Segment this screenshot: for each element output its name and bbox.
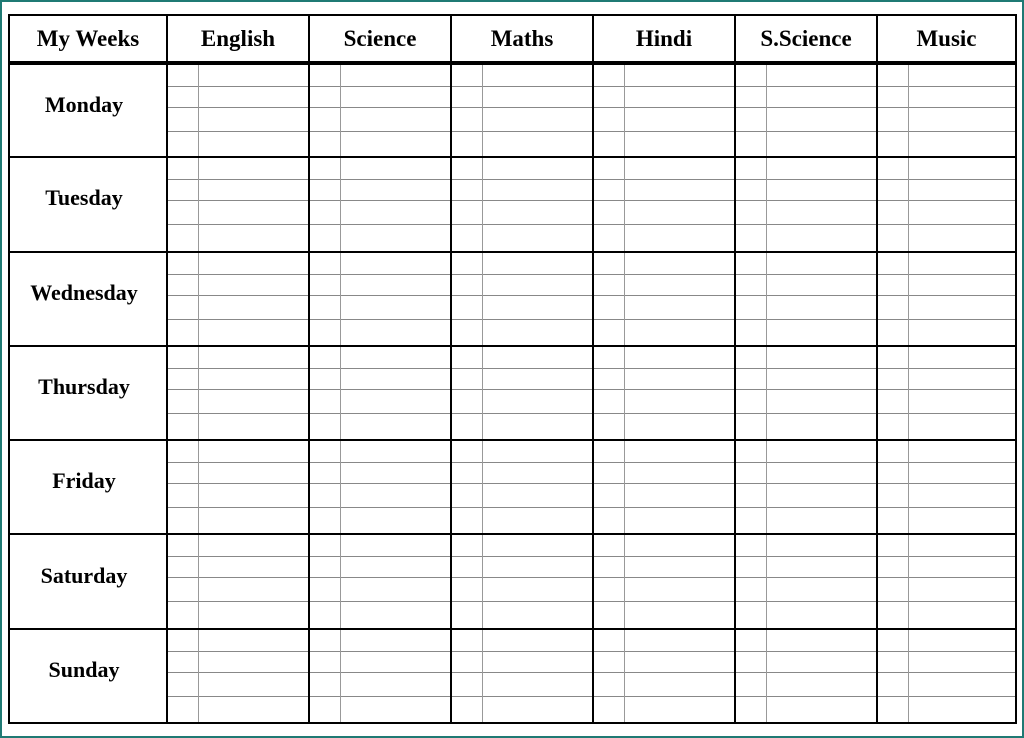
ruled-lines <box>878 253 1015 345</box>
ruled-line <box>310 483 450 484</box>
ruled-lines <box>310 630 450 722</box>
slot-thursday-maths[interactable] <box>451 346 593 440</box>
slot-wednesday-english[interactable] <box>167 252 309 346</box>
ruled-line <box>878 389 1015 390</box>
ruled-line <box>736 389 876 390</box>
slot-thursday-english[interactable] <box>167 346 309 440</box>
ruled-line <box>594 651 734 652</box>
ruled-line <box>594 274 734 275</box>
slot-friday-english[interactable] <box>167 440 309 534</box>
day-row-monday <box>9 63 1016 157</box>
ruled-line <box>452 507 592 508</box>
ruled-lines <box>310 535 450 627</box>
ruled-line <box>310 224 450 225</box>
ruled-lines <box>594 253 734 345</box>
day-label: Saturday <box>40 562 128 588</box>
margin-line <box>482 630 483 722</box>
day-row-wednesday <box>9 252 1016 346</box>
ruled-line <box>878 368 1015 369</box>
ruled-line <box>594 179 734 180</box>
margin-line <box>624 158 625 250</box>
margin-line <box>766 630 767 722</box>
margin-line <box>908 347 909 439</box>
ruled-line <box>878 483 1015 484</box>
day-label-cell <box>9 252 167 346</box>
slot-saturday-english[interactable] <box>167 534 309 628</box>
slot-sunday-s-science[interactable] <box>735 629 877 723</box>
subject-header-hindi: Hindi <box>593 15 735 63</box>
ruled-lines <box>168 441 308 533</box>
ruled-line <box>878 319 1015 320</box>
day-label: Wednesday <box>30 279 138 305</box>
slot-monday-maths[interactable] <box>451 63 593 157</box>
day-label-cell <box>9 63 167 157</box>
ruled-line <box>594 224 734 225</box>
day-label: Sunday <box>48 656 120 682</box>
ruled-line <box>310 462 450 463</box>
ruled-lines <box>168 347 308 439</box>
ruled-line <box>310 696 450 697</box>
ruled-line <box>310 389 450 390</box>
ruled-line <box>594 389 734 390</box>
ruled-line <box>168 319 308 320</box>
ruled-line <box>452 672 592 673</box>
ruled-lines <box>452 253 592 345</box>
slot-tuesday-hindi[interactable] <box>593 157 735 251</box>
margin-line <box>198 158 199 250</box>
slot-thursday-science[interactable] <box>309 346 451 440</box>
ruled-line <box>736 131 876 132</box>
ruled-line <box>736 368 876 369</box>
slot-saturday-s-science[interactable] <box>735 534 877 628</box>
ruled-line <box>452 462 592 463</box>
corner-header: My Weeks <box>9 15 167 63</box>
ruled-line <box>168 507 308 508</box>
ruled-lines <box>878 65 1015 156</box>
weekly-timetable <box>8 14 1017 724</box>
ruled-line <box>310 672 450 673</box>
margin-line <box>766 253 767 345</box>
day-row-sunday <box>9 629 1016 723</box>
ruled-line <box>736 696 876 697</box>
ruled-line <box>310 556 450 557</box>
ruled-line <box>452 179 592 180</box>
slot-saturday-science[interactable] <box>309 534 451 628</box>
ruled-line <box>594 672 734 673</box>
margin-line <box>908 158 909 250</box>
ruled-lines <box>310 65 450 156</box>
ruled-lines <box>168 65 308 156</box>
ruled-lines <box>452 535 592 627</box>
ruled-line <box>594 319 734 320</box>
ruled-line <box>452 295 592 296</box>
margin-line <box>482 253 483 345</box>
margin-line <box>624 630 625 722</box>
ruled-line <box>168 651 308 652</box>
ruled-line <box>452 389 592 390</box>
day-row-thursday <box>9 346 1016 440</box>
ruled-line <box>736 179 876 180</box>
slot-friday-hindi[interactable] <box>593 440 735 534</box>
margin-line <box>908 441 909 533</box>
margin-line <box>340 253 341 345</box>
ruled-line <box>452 483 592 484</box>
margin-line <box>482 441 483 533</box>
slot-wednesday-science[interactable] <box>309 252 451 346</box>
ruled-line <box>594 295 734 296</box>
ruled-line <box>594 483 734 484</box>
ruled-line <box>452 556 592 557</box>
ruled-line <box>310 601 450 602</box>
ruled-line <box>594 107 734 108</box>
header-row <box>9 15 1016 63</box>
margin-line <box>908 535 909 627</box>
ruled-lines <box>736 535 876 627</box>
ruled-line <box>168 696 308 697</box>
ruled-line <box>736 413 876 414</box>
ruled-lines <box>878 630 1015 722</box>
ruled-line <box>168 577 308 578</box>
margin-line <box>198 630 199 722</box>
margin-line <box>766 65 767 156</box>
margin-line <box>482 158 483 250</box>
slot-tuesday-s-science[interactable] <box>735 157 877 251</box>
ruled-lines <box>736 158 876 250</box>
margin-line <box>624 65 625 156</box>
ruled-line <box>878 295 1015 296</box>
day-row-friday <box>9 440 1016 534</box>
ruled-line <box>310 274 450 275</box>
margin-line <box>198 441 199 533</box>
ruled-line <box>878 651 1015 652</box>
margin-line <box>766 158 767 250</box>
margin-line <box>766 347 767 439</box>
ruled-line <box>452 274 592 275</box>
margin-line <box>340 535 341 627</box>
margin-line <box>340 158 341 250</box>
margin-line <box>198 65 199 156</box>
slot-thursday-music[interactable] <box>877 346 1016 440</box>
ruled-line <box>878 274 1015 275</box>
ruled-line <box>452 86 592 87</box>
margin-line <box>766 535 767 627</box>
ruled-lines <box>168 630 308 722</box>
ruled-lines <box>310 441 450 533</box>
ruled-line <box>168 200 308 201</box>
ruled-lines <box>168 535 308 627</box>
ruled-line <box>594 601 734 602</box>
margin-line <box>482 535 483 627</box>
margin-line <box>624 347 625 439</box>
margin-line <box>624 535 625 627</box>
day-label: Friday <box>52 468 116 494</box>
ruled-lines <box>736 253 876 345</box>
slot-friday-maths[interactable] <box>451 440 593 534</box>
ruled-lines <box>452 65 592 156</box>
slot-friday-science[interactable] <box>309 440 451 534</box>
ruled-line <box>736 200 876 201</box>
ruled-line <box>452 224 592 225</box>
day-row-saturday <box>9 534 1016 628</box>
ruled-line <box>310 200 450 201</box>
ruled-line <box>452 131 592 132</box>
ruled-line <box>168 413 308 414</box>
ruled-line <box>168 389 308 390</box>
ruled-line <box>878 131 1015 132</box>
margin-line <box>908 630 909 722</box>
ruled-line <box>594 462 734 463</box>
margin-line <box>624 253 625 345</box>
slot-wednesday-s-science[interactable] <box>735 252 877 346</box>
ruled-line <box>168 483 308 484</box>
ruled-line <box>878 577 1015 578</box>
ruled-lines <box>452 158 592 250</box>
margin-line <box>340 441 341 533</box>
slot-tuesday-maths[interactable] <box>451 157 593 251</box>
ruled-line <box>736 483 876 484</box>
subject-header-music: Music <box>877 15 1016 63</box>
ruled-lines <box>594 65 734 156</box>
ruled-lines <box>736 441 876 533</box>
ruled-line <box>452 601 592 602</box>
ruled-line <box>736 507 876 508</box>
slot-monday-music[interactable] <box>877 63 1016 157</box>
ruled-line <box>310 295 450 296</box>
ruled-line <box>452 696 592 697</box>
ruled-line <box>168 556 308 557</box>
ruled-line <box>736 672 876 673</box>
ruled-line <box>452 200 592 201</box>
ruled-line <box>310 179 450 180</box>
ruled-line <box>168 368 308 369</box>
ruled-line <box>736 601 876 602</box>
weekly-timetable-sheet <box>8 14 1015 724</box>
ruled-line <box>736 462 876 463</box>
ruled-line <box>594 413 734 414</box>
ruled-line <box>452 413 592 414</box>
slot-sunday-english[interactable] <box>167 629 309 723</box>
ruled-line <box>310 368 450 369</box>
ruled-lines <box>452 630 592 722</box>
ruled-lines <box>594 347 734 439</box>
day-label-cell <box>9 440 167 534</box>
slot-sunday-hindi[interactable] <box>593 629 735 723</box>
ruled-line <box>878 413 1015 414</box>
slot-sunday-music[interactable] <box>877 629 1016 723</box>
ruled-lines <box>736 630 876 722</box>
slot-monday-hindi[interactable] <box>593 63 735 157</box>
ruled-line <box>594 696 734 697</box>
slot-saturday-maths[interactable] <box>451 534 593 628</box>
ruled-lines <box>878 441 1015 533</box>
slot-thursday-hindi[interactable] <box>593 346 735 440</box>
slot-sunday-science[interactable] <box>309 629 451 723</box>
margin-line <box>198 347 199 439</box>
ruled-line <box>878 601 1015 602</box>
ruled-line <box>310 507 450 508</box>
margin-line <box>340 65 341 156</box>
ruled-line <box>736 107 876 108</box>
margin-line <box>198 535 199 627</box>
ruled-line <box>736 556 876 557</box>
ruled-line <box>736 319 876 320</box>
ruled-lines <box>310 158 450 250</box>
ruled-line <box>310 577 450 578</box>
ruled-line <box>168 224 308 225</box>
ruled-line <box>736 86 876 87</box>
ruled-line <box>878 507 1015 508</box>
ruled-line <box>736 274 876 275</box>
slot-monday-s-science[interactable] <box>735 63 877 157</box>
ruled-line <box>168 179 308 180</box>
ruled-line <box>594 556 734 557</box>
day-label: Thursday <box>38 373 130 399</box>
ruled-line <box>452 107 592 108</box>
ruled-line <box>452 368 592 369</box>
ruled-lines <box>878 535 1015 627</box>
ruled-line <box>168 295 308 296</box>
slot-friday-music[interactable] <box>877 440 1016 534</box>
ruled-line <box>878 107 1015 108</box>
ruled-line <box>452 577 592 578</box>
ruled-lines <box>452 441 592 533</box>
margin-line <box>624 441 625 533</box>
ruled-line <box>310 651 450 652</box>
margin-line <box>766 441 767 533</box>
ruled-line <box>878 696 1015 697</box>
ruled-line <box>168 131 308 132</box>
subject-header-maths: Maths <box>451 15 593 63</box>
ruled-line <box>878 86 1015 87</box>
slot-tuesday-music[interactable] <box>877 157 1016 251</box>
margin-line <box>482 65 483 156</box>
slot-thursday-s-science[interactable] <box>735 346 877 440</box>
day-label-cell <box>9 534 167 628</box>
ruled-line <box>878 179 1015 180</box>
ruled-line <box>878 200 1015 201</box>
ruled-line <box>168 462 308 463</box>
ruled-line <box>594 507 734 508</box>
ruled-line <box>310 413 450 414</box>
margin-line <box>340 347 341 439</box>
day-label: Tuesday <box>45 185 123 211</box>
ruled-line <box>452 319 592 320</box>
ruled-line <box>878 556 1015 557</box>
slot-wednesday-music[interactable] <box>877 252 1016 346</box>
margin-line <box>908 65 909 156</box>
ruled-line <box>168 86 308 87</box>
ruled-line <box>168 601 308 602</box>
ruled-lines <box>736 347 876 439</box>
day-label: Monday <box>44 91 124 117</box>
ruled-lines <box>878 158 1015 250</box>
slot-friday-s-science[interactable] <box>735 440 877 534</box>
subject-header-english: English <box>167 15 309 63</box>
slot-monday-english[interactable] <box>167 63 309 157</box>
ruled-line <box>594 131 734 132</box>
margin-line <box>908 253 909 345</box>
slot-tuesday-science[interactable] <box>309 157 451 251</box>
margin-line <box>198 253 199 345</box>
ruled-lines <box>878 347 1015 439</box>
ruled-lines <box>310 347 450 439</box>
slot-wednesday-maths[interactable] <box>451 252 593 346</box>
ruled-lines <box>736 65 876 156</box>
ruled-lines <box>594 630 734 722</box>
ruled-lines <box>594 535 734 627</box>
slot-wednesday-hindi[interactable] <box>593 252 735 346</box>
ruled-line <box>452 651 592 652</box>
ruled-lines <box>594 441 734 533</box>
ruled-lines <box>168 158 308 250</box>
ruled-lines <box>594 158 734 250</box>
subject-header-s-science: S.Science <box>735 15 877 63</box>
ruled-line <box>878 224 1015 225</box>
ruled-lines <box>452 347 592 439</box>
ruled-line <box>878 462 1015 463</box>
day-row-tuesday <box>9 157 1016 251</box>
ruled-line <box>736 577 876 578</box>
margin-line <box>340 630 341 722</box>
day-label-cell <box>9 629 167 723</box>
ruled-line <box>168 107 308 108</box>
ruled-lines <box>310 253 450 345</box>
ruled-line <box>878 672 1015 673</box>
ruled-line <box>594 577 734 578</box>
ruled-line <box>310 86 450 87</box>
ruled-line <box>310 131 450 132</box>
slot-saturday-music[interactable] <box>877 534 1016 628</box>
subject-header-science: Science <box>309 15 451 63</box>
ruled-line <box>310 107 450 108</box>
slot-sunday-maths[interactable] <box>451 629 593 723</box>
slot-monday-science[interactable] <box>309 63 451 157</box>
day-label-cell <box>9 157 167 251</box>
ruled-line <box>310 319 450 320</box>
ruled-line <box>594 368 734 369</box>
ruled-line <box>736 651 876 652</box>
slot-saturday-hindi[interactable] <box>593 534 735 628</box>
ruled-line <box>168 274 308 275</box>
ruled-line <box>594 200 734 201</box>
ruled-line <box>594 86 734 87</box>
ruled-line <box>736 224 876 225</box>
margin-line <box>482 347 483 439</box>
slot-tuesday-english[interactable] <box>167 157 309 251</box>
day-label-cell <box>9 346 167 440</box>
ruled-line <box>168 672 308 673</box>
ruled-lines <box>168 253 308 345</box>
ruled-line <box>736 295 876 296</box>
